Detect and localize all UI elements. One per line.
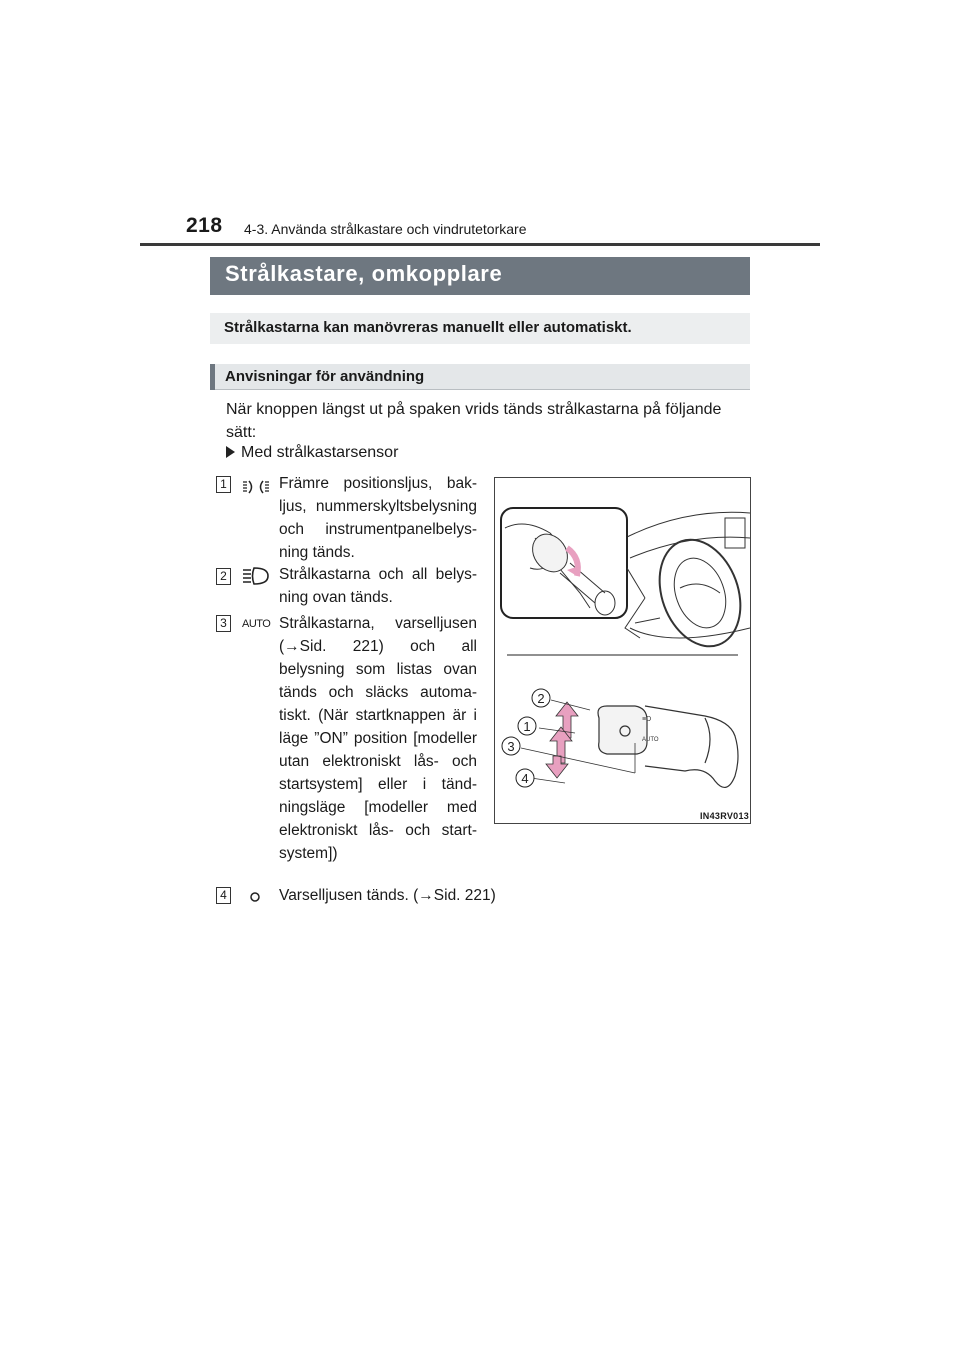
chapter-heading: 4-3. Använda strålkastare och vindrutetorkare <box>244 221 527 237</box>
header-rule <box>140 243 820 246</box>
item-number-2: 2 <box>216 568 231 585</box>
auto-icon: AUTO <box>242 618 271 630</box>
headlight-icon <box>241 566 271 586</box>
subsection-accent <box>210 364 215 390</box>
item-number-4: 4 <box>216 887 231 904</box>
callout-3: 3 <box>507 739 515 754</box>
bullet-triangle-icon <box>226 446 235 458</box>
bullet-text: Med strålkastarsensor <box>241 444 399 461</box>
callout-2: 2 <box>537 691 545 706</box>
item-text-1: Främre positionsljus, bak- ljus, nummerskyltsbelysning och instrumentpanelbelys- ning tänds. <box>279 475 477 561</box>
svg-text:≡D: ≡D <box>642 716 652 723</box>
subsection-title: Anvisningar för användning <box>225 368 425 385</box>
callout-4: 4 <box>521 771 529 786</box>
off-icon <box>248 889 262 903</box>
bullet-item <box>226 444 398 462</box>
item-text-4: Varselljusen tänds. (→Sid. 221) <box>279 887 496 904</box>
illustration-drawing <box>495 478 750 823</box>
parking-lights-icon <box>241 479 271 495</box>
light-switch-illustration <box>494 477 751 824</box>
intro-text: Strålkastarna kan manövreras manuellt eller automatiskt. <box>224 319 632 336</box>
item-number-1: 1 <box>216 476 231 493</box>
section-title-bar <box>210 257 750 295</box>
svg-text:AUTO: AUTO <box>642 737 659 743</box>
item-text-3: Strålkastarna, varselljusen (→Sid. 221) och all belysning som listas ovan tänds och släcks automa- tiskt. (När startknappen är i läge ”ON” position [modeller utan elektroniskt lås- och startsystem] eller i tänd- ningsläge [modeller med elektroniskt lås- och start- system]) <box>279 615 477 862</box>
callout-1: 1 <box>523 719 531 734</box>
item-text-2: Strålkastarna och all belys- ning ovan tänds. <box>279 566 477 606</box>
illustration-code: IN43RV013 <box>700 811 750 821</box>
page-number: 218 <box>186 214 223 237</box>
instruction-paragraph: När knoppen längst ut på spaken vrids tänds strålkastarna på följande sätt: <box>226 401 722 441</box>
subsection-bar <box>210 364 750 390</box>
section-title: Strålkastare, omkopplare <box>225 261 503 286</box>
item-number-3: 3 <box>216 615 231 632</box>
intro-box <box>210 313 750 344</box>
